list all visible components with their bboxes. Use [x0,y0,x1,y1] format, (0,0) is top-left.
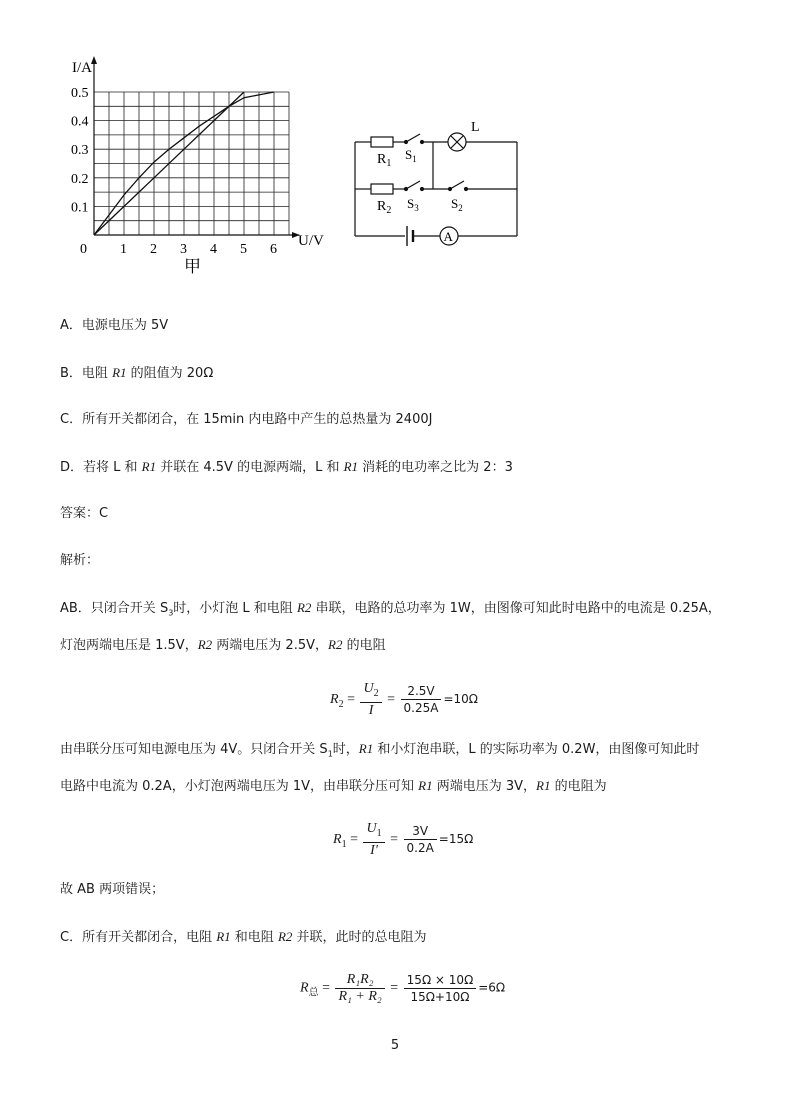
eq3-frac2 [404,972,477,1005]
p2-text2: 两端电压为 2.5V， [212,638,328,653]
var-r2: R2 [296,600,312,615]
eq1-den2: 0.25A [403,701,439,716]
eq1-equals2: = [387,692,395,708]
p4-text1: 电路中电流为 0.2A，小灯泡两端电压为 1V，由串联分压可知 [60,779,419,794]
eq3-equals2: = [390,980,399,996]
p2-text1: 灯泡两端电压是 1.5V， [60,638,198,653]
analysis-p1 [60,599,721,623]
y-tick-label: 0.4 [71,114,89,130]
eq1-frac1 [360,681,381,719]
eq3-lhs-sub: 总 [308,987,319,999]
lamp-label: L [471,120,480,135]
eq2-result: =15Ω [438,832,474,847]
p4-text2: 两端电压为 3V， [432,779,537,794]
p1-text1: AB．只闭合开关 S [60,601,169,616]
eq2-frac2 [404,823,437,856]
eq3-num2: 15Ω × 10Ω [404,972,477,989]
var-r1: R1 [418,778,433,793]
eq3-den2: 15Ω+10Ω [410,990,470,1004]
graph-grid [94,92,289,235]
option-a-text: A．电源电压为 5V [60,318,169,333]
s2-label: $S_2$ [451,196,463,213]
p4-text3: 的电阻为 [550,779,607,794]
p3-text1: 由串联分压可知电源电压为 4V。只闭合开关 S [60,742,328,757]
eq3-lhs: R [300,980,309,996]
option-b-suffix: 的阻值为 20Ω [126,366,214,381]
var-r1: R1 [536,778,551,793]
var-r1: R1 [343,459,359,474]
option-d [60,458,513,477]
eq3-num1: R₁R₂ [335,972,384,989]
s1-label: $S_1$ [405,147,417,164]
x-tick-label: 4 [210,242,217,257]
eq1-equals: = [347,692,355,708]
y-tick-labels [71,86,89,215]
p3-text2: 时， [332,742,359,757]
p2-text3: 的电阻 [342,638,386,653]
p6-text1: C．所有开关都闭合，电阻 [60,930,217,945]
eq2-frac1 [363,821,384,859]
eq1-num1-sub: 2 [373,687,379,699]
ammeter-label: A [443,229,453,244]
p3-text3: 和小灯泡串联，L 的实际功率为 0.2W，由图像可知此时 [373,742,700,757]
x-tick-label: 6 [270,242,277,257]
option-c [60,411,432,429]
eq2-num2: 3V [404,823,437,840]
eq3-den1: R₁ + R₂ [338,989,382,1004]
equation-r1 [333,821,473,859]
iu-graph [60,52,340,282]
switch-s1 [406,134,420,142]
eq2-num1-sub: 1 [376,827,382,839]
graph-caption: 甲 [184,257,201,277]
page-number: 5 [390,1038,400,1053]
option-a [60,317,168,335]
option-b-prefix: B．电阻 [60,366,113,381]
p3-sub: 1 [327,749,333,759]
eq2-num1: U [366,821,377,836]
r1-label: $R_1$ [377,152,392,169]
y-axis-label: I/A [72,60,92,76]
analysis-p2 [60,636,386,655]
var-r1: R1 [112,365,127,380]
p1-sub: 3 [168,608,174,618]
eq2-den2: 0.2A [406,841,434,856]
circuit-diagram [345,112,530,252]
option-c-text: C．所有开关都闭合，在 15min 内电路中产生的总热量为 2400J [60,412,433,427]
eq3-result: =6Ω [478,980,506,995]
option-b [60,364,213,383]
y-tick-label: 0.1 [71,200,89,216]
eq2-den1: I′ [370,842,378,858]
analysis-p4 [60,777,607,796]
eq2-lhs-sub: 1 [341,838,347,850]
equation-total [300,972,505,1005]
var-r1: R1 [141,459,157,474]
y-tick-label: 0.2 [71,171,89,187]
var-r2: R2 [277,929,293,944]
option-d-prefix: D．若将 L 和 [60,460,142,475]
eq1-frac2 [401,683,442,716]
y-tick-label: 0.3 [71,143,89,159]
y-tick-label: 0.5 [71,86,89,101]
var-r1: R1 [216,929,231,944]
eq1-lhs: R [330,692,339,708]
switch-s2 [450,181,464,189]
analysis-p5: 故 AB 两项错误； [60,882,165,897]
x-tick-label: 3 [180,242,187,257]
resistor-r1 [371,137,393,147]
x-tick-label: 5 [240,242,247,257]
eq3-equals: = [322,980,330,996]
option-d-suffix: 消耗的电功率之比为 2：3 [358,460,513,475]
answer: 答案：C [60,506,109,521]
p6-text3: 并联，此时的总电阻为 [292,930,427,945]
x-tick-label: 2 [150,242,157,257]
eq1-result: =10Ω [443,692,478,707]
option-d-mid: 并联在 4.5V 的电源两端，L 和 [156,460,344,475]
p1-text2: 时，小灯泡 L 和电阻 [173,601,297,616]
eq1-num2: 2.5V [401,683,442,700]
eq1-num1: U [363,681,374,696]
analysis-p3 [60,740,699,764]
analysis-p6 [60,928,427,947]
s3-label: $S_3$ [407,196,419,213]
eq2-equals: = [350,832,358,848]
analysis-label: 解析： [60,553,100,568]
x-tick-label: 0 [80,242,87,257]
p6-text2: 和电阻 [230,930,278,945]
equation-r2 [330,681,478,719]
eq1-lhs-sub: 2 [338,698,344,710]
switch-s3 [406,181,420,189]
eq2-equals2: = [390,832,398,848]
var-r1: R1 [358,741,374,756]
var-r2: R2 [328,637,343,652]
eq3-frac1 [335,972,384,1005]
r2-label: $R_2$ [377,199,392,216]
x-tick-labels [80,242,277,257]
var-r2: R2 [197,637,213,652]
eq2-lhs: R [333,832,342,848]
resistor-r2 [371,184,393,194]
p1-text3: 串联，电路的总功率为 1W，由图像可知此时电路中的电流是 0.25A， [311,601,721,616]
eq1-den1: I [368,702,374,718]
x-axis-label: U/V [298,233,324,249]
x-tick-label: 1 [120,242,127,257]
